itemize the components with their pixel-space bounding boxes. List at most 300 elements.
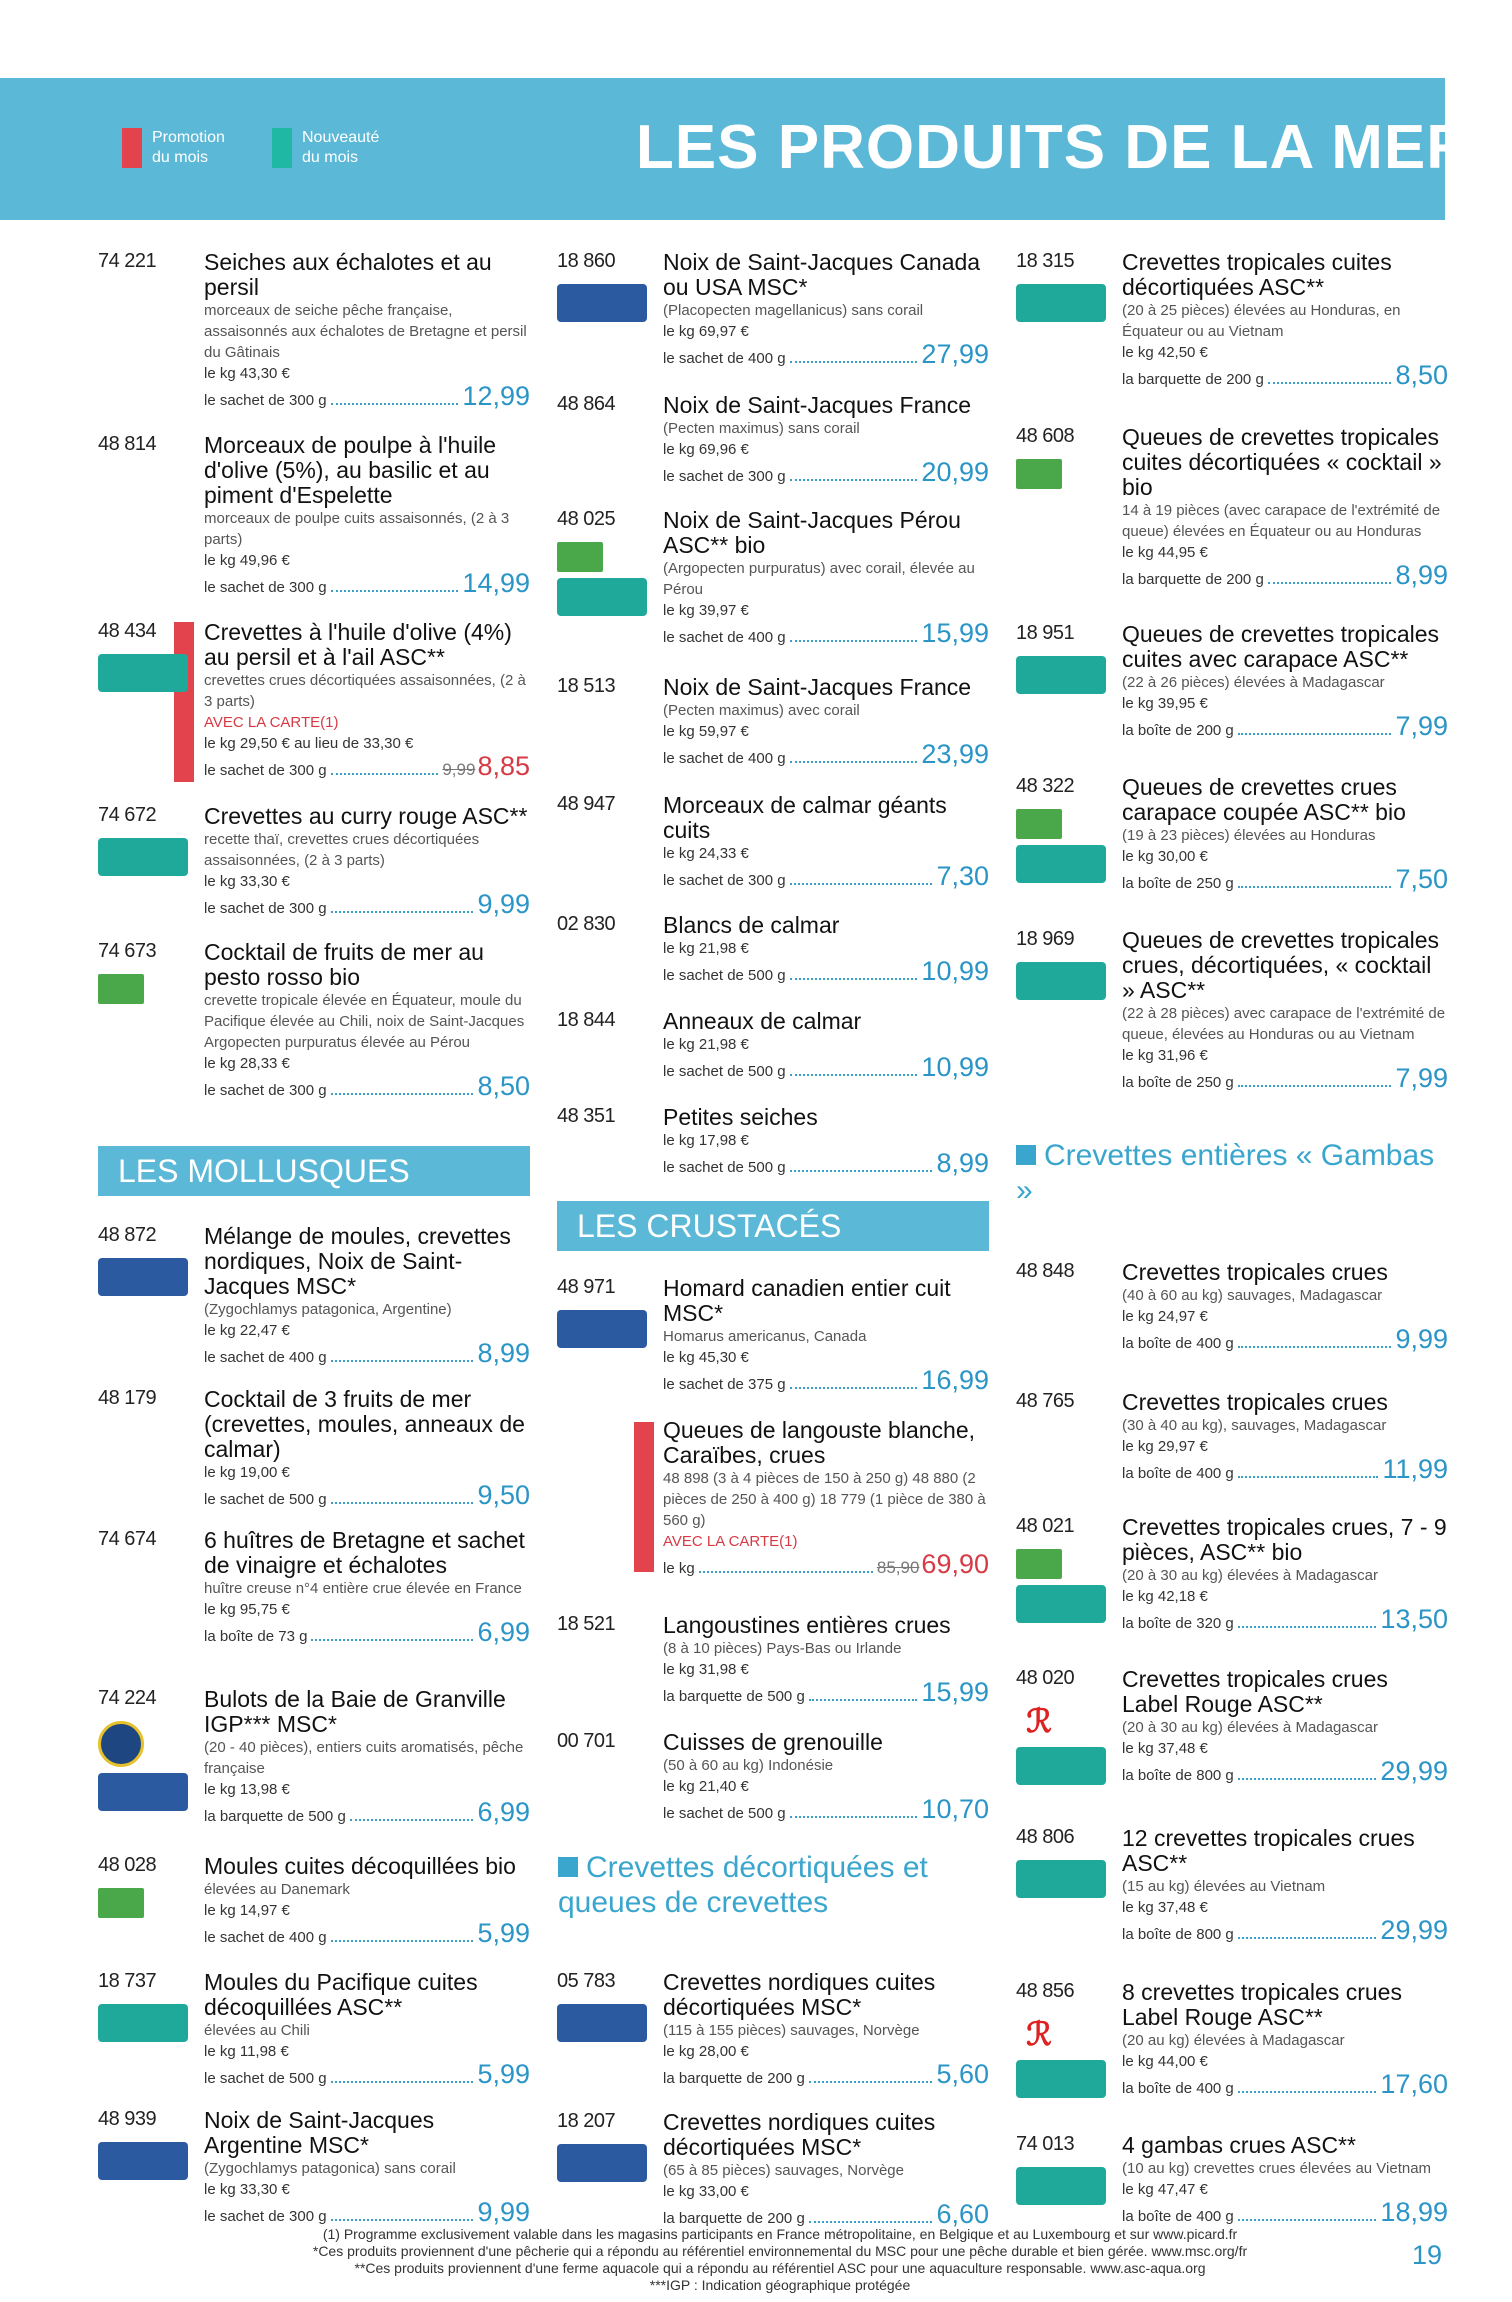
product-name: Langoustines entières crues (663, 1612, 951, 1638)
price-per-kg: le kg 22,47 € (204, 1322, 290, 1339)
product-name: Mélange de moules, crevettes nordiques, Noix de Saint-Jacques MSC* (204, 1223, 511, 1299)
price-per-kg: le kg 45,30 € (663, 1349, 749, 1366)
product-price: 69,90 (921, 1549, 989, 1579)
product-body (663, 2110, 989, 2231)
product-price: 18,99 (1380, 2197, 1448, 2227)
package-size: le sachet de 500 g (663, 1063, 786, 1080)
product-logos (557, 542, 649, 622)
product-body (204, 250, 530, 413)
price-per-kg: le kg 42,50 € (1122, 344, 1208, 361)
price-per-kg: le kg 42,18 € (1122, 1588, 1208, 1605)
product-code: 74 674 (98, 1528, 157, 1550)
package-size: la boîte de 400 g (1122, 1335, 1234, 1352)
package-size: la barquette de 200 g (1122, 371, 1264, 388)
product-logos (1016, 2167, 1108, 2211)
asc-logo-icon (1016, 962, 1106, 1000)
price-line (1122, 2197, 1448, 2229)
package-size: le sachet de 300 g (663, 468, 786, 485)
price-per-kg: le kg 19,00 € (204, 1464, 290, 1481)
product-description: huître creuse n°4 entière crue élevée en France (204, 1580, 522, 1597)
nouveaute-swatch (272, 128, 292, 168)
promotion-bar (174, 622, 194, 782)
product-description: 48 898 (3 à 4 pièces de 150 à 250 g) 48 880 (2 pièces de 250 à 400 g) 18 779 (1 pièce de 380 à 560 g) (663, 1470, 986, 1529)
subsection-crevettes-entieres: Crevettes entières « Gambas » (1016, 1139, 1435, 1207)
igp-seal-icon (98, 1721, 144, 1767)
price-line (663, 1794, 989, 1826)
price-per-kg: le kg 11,98 € (204, 2043, 289, 2060)
product-code: 48 025 (557, 508, 616, 530)
price-line (1122, 711, 1448, 743)
product-code: 48 021 (1016, 1515, 1075, 1537)
package-size: la barquette de 500 g (204, 1808, 346, 1825)
asc-logo-icon (557, 578, 647, 616)
price-per-kg: le kg 39,97 € (663, 602, 749, 619)
price-per-kg: le kg 33,00 € (663, 2183, 749, 2200)
product-code: 48 814 (98, 433, 157, 455)
product-description: (22 à 28 pièces) avec carapace de l'extrémité de queue, élevées au Honduras ou au Vietnam (1122, 1005, 1446, 1043)
price-per-kg: le kg 59,97 € (663, 723, 749, 740)
price-per-kg: le kg 14,97 € (204, 1902, 290, 1919)
price-line (204, 889, 530, 921)
package-size: le sachet de 300 g (204, 579, 327, 596)
price-line (1122, 1756, 1448, 1788)
price-line (663, 1148, 989, 1180)
price-line (1122, 1604, 1448, 1636)
product-name: Crevettes au curry rouge ASC** (204, 803, 528, 829)
product-name: Cocktail de 3 fruits de mer (crevettes, moules, anneaux de calmar) (204, 1386, 525, 1462)
package-size: le sachet de 300 g (204, 900, 327, 917)
product-code: 48 864 (557, 393, 616, 415)
product-code: 48 434 (98, 620, 157, 642)
dotted-leader (790, 761, 918, 763)
price-line (663, 1549, 989, 1581)
product-price: 17,60 (1380, 2069, 1448, 2099)
package-size: le sachet de 400 g (663, 629, 786, 646)
price-line (204, 1797, 530, 1829)
dotted-leader (790, 479, 918, 481)
product-price: 15,99 (921, 618, 989, 648)
product-description: (20 au kg) élevées à Madagascar (1122, 2032, 1345, 2049)
organic-ab-logo-icon (557, 542, 603, 572)
footnote: (1) Programme exclusivement valable dans les magasins participants en France métropolitaine, en Belgique et au Luxembourg et sur www.picard.fr (322, 2226, 1238, 2242)
product-price: 9,50 (477, 1480, 530, 1510)
product-body (204, 2108, 530, 2229)
dotted-leader (331, 1093, 474, 1095)
package-size: la boîte de 400 g (1122, 2208, 1234, 2225)
product-name: Blancs de calmar (663, 912, 840, 938)
product-description: (30 à 40 au kg), sauvages, Madagascar (1122, 1417, 1387, 1434)
product-price: 11,99 (1382, 1454, 1448, 1484)
product-body (204, 620, 530, 783)
product-name: 4 gambas crues ASC** (1122, 2132, 1356, 2158)
product-logos (1016, 962, 1108, 1006)
page-number: 19 (1411, 2240, 1442, 2270)
dotted-leader (790, 361, 918, 363)
product-code: 18 207 (557, 2110, 616, 2132)
dotted-leader (331, 773, 439, 775)
dotted-leader (350, 1819, 474, 1821)
product-body (1122, 425, 1448, 592)
product-name: Queues de crevettes tropicales cuites décortiquées « cocktail » bio (1122, 424, 1442, 500)
product-body (1122, 1667, 1448, 1788)
product-price: 7,30 (936, 861, 989, 891)
dotted-leader (1238, 1346, 1392, 1348)
msc-logo-icon (98, 1773, 188, 1811)
product-body (663, 508, 989, 650)
product-logos (1016, 284, 1108, 328)
price-per-kg: le kg 28,00 € (663, 2043, 749, 2060)
product-name: Queues de langouste blanche, Caraïbes, crues (663, 1417, 976, 1468)
organic-ab-logo-icon (1016, 459, 1062, 489)
product-body (1122, 1515, 1448, 1636)
price-line (663, 339, 989, 371)
product-price: 6,60 (936, 2199, 989, 2229)
product-price: 15,99 (921, 1677, 989, 1707)
product-logos (557, 284, 649, 328)
price-per-kg: le kg 69,97 € (663, 323, 749, 340)
legend-nouveaute (272, 128, 392, 168)
dotted-leader (1268, 382, 1392, 384)
price-per-kg: le kg 44,00 € (1122, 2053, 1208, 2070)
product-logos (557, 2144, 649, 2188)
package-size: la barquette de 200 g (663, 2210, 805, 2227)
product-name: Crevettes tropicales cuites décortiquées ASC** (1122, 249, 1392, 300)
product-name: Moules du Pacifique cuites décoquillées ASC** (204, 1969, 478, 2020)
product-body (663, 393, 989, 489)
product-name: Anneaux de calmar (663, 1008, 862, 1034)
price-line (204, 1071, 530, 1103)
price-per-kg: le kg 24,33 € (663, 845, 749, 862)
product-code: 18 844 (557, 1009, 616, 1031)
product-name: Moules cuites décoquillées bio (204, 1853, 516, 1879)
legend-label: Promotion du mois (152, 129, 225, 166)
price-line (1122, 864, 1448, 896)
product-description: (8 à 10 pièces) Pays-Bas ou Irlande (663, 1640, 902, 1657)
product-logos (1016, 809, 1108, 889)
price-line (1122, 1324, 1448, 1356)
product-code: 48 608 (1016, 425, 1075, 447)
product-body (663, 1276, 989, 1397)
product-name: Queues de crevettes tropicales cuites avec carapace ASC** (1122, 621, 1440, 672)
dotted-leader (809, 2221, 933, 2223)
product-body (1122, 1260, 1448, 1356)
product-description: crevettes crues décortiquées assaisonnées, (2 à 3 parts) (204, 672, 526, 710)
product-code: 48 971 (557, 1276, 616, 1298)
label-rouge-logo-icon: ℛ (1026, 1703, 1052, 1739)
product-name: Noix de Saint-Jacques France (663, 674, 972, 700)
package-size: la barquette de 200 g (663, 2070, 805, 2087)
product-logos (98, 2142, 190, 2186)
dotted-leader (790, 640, 918, 642)
organic-ab-logo-icon (98, 974, 144, 1004)
price-per-kg: le kg 47,47 € (1122, 2181, 1208, 2198)
price-line (1122, 1915, 1448, 1947)
price-per-kg: le kg 30,00 € (1122, 848, 1208, 865)
product-logos (557, 1310, 649, 1354)
product-description: (40 à 60 au kg) sauvages, Madagascar (1122, 1287, 1383, 1304)
product-name: Morceaux de poulpe à l'huile d'olive (5%), au basilic et au piment d'Espelette (204, 432, 497, 508)
product-name: Crevettes tropicales crues, 7 - 9 pièces, ASC** bio (1122, 1514, 1447, 1565)
product-description: (19 à 23 pièces) élevées au Honduras (1122, 827, 1376, 844)
price-line (663, 1677, 989, 1709)
product-body (1122, 622, 1448, 743)
product-code: 74 013 (1016, 2133, 1075, 2155)
product-description: (Pecten maximus) avec corail (663, 702, 860, 719)
product-code: 48 856 (1016, 1980, 1075, 2002)
product-description: (Zygochlamys patagonica) sans corail (204, 2160, 456, 2177)
product-name: Queues de crevettes crues carapace coupée ASC** bio (1122, 774, 1406, 825)
product-code: 74 221 (98, 250, 157, 272)
product-logos (1016, 1549, 1108, 1629)
product-body (204, 433, 530, 600)
package-size: le kg (663, 1560, 695, 1577)
loyalty-card-note: AVEC LA CARTE(1) (204, 714, 339, 731)
product-price: 7,99 (1395, 1063, 1448, 1093)
msc-logo-icon (557, 2004, 647, 2042)
product-logos (1016, 1860, 1108, 1904)
product-body (663, 675, 989, 771)
price-line (663, 739, 989, 771)
product-price: 5,99 (477, 1918, 530, 1948)
product-description: (50 à 60 au kg) Indonésie (663, 1757, 834, 1774)
product-price: 7,50 (1395, 864, 1448, 894)
dotted-leader (790, 1816, 918, 1818)
organic-ab-logo-icon (1016, 1549, 1062, 1579)
product-name: 8 crevettes tropicales crues Label Rouge ASC** (1122, 1979, 1402, 2030)
product-code: 00 701 (557, 1730, 616, 1752)
price-line (204, 1338, 530, 1370)
product-code: 48 322 (1016, 775, 1075, 797)
package-size: la barquette de 500 g (663, 1688, 805, 1705)
dotted-leader (1238, 1626, 1377, 1628)
dotted-leader (790, 1387, 918, 1389)
product-logos (98, 1258, 190, 1302)
package-size: le sachet de 400 g (204, 1929, 327, 1946)
product-code: 48 947 (557, 793, 616, 815)
product-body (663, 250, 989, 371)
dotted-leader (1268, 582, 1392, 584)
product-code: 48 939 (98, 2108, 157, 2130)
product-description: morceaux de poulpe cuits assaisonnés, (2 à 3 parts) (204, 510, 510, 548)
product-name: Crevettes tropicales crues (1122, 1259, 1388, 1285)
price-line (663, 1365, 989, 1397)
asc-logo-icon (1016, 2167, 1106, 2205)
price-per-kg: le kg 49,96 € (204, 552, 290, 569)
asc-logo-icon (1016, 284, 1106, 322)
product-description: (Placopecten magellanicus) sans corail (663, 302, 924, 319)
price-line (204, 2059, 530, 2091)
price-line (204, 1617, 530, 1649)
product-body (1122, 250, 1448, 392)
product-price: 29,99 (1380, 1756, 1448, 1786)
product-description: (Zygochlamys patagonica, Argentine) (204, 1301, 452, 1318)
product-price: 8,99 (477, 1338, 530, 1368)
dotted-leader (790, 1074, 918, 1076)
price-per-kg: le kg 21,40 € (663, 1778, 749, 1795)
legend-label: Nouveauté du mois (302, 129, 380, 166)
product-name: 6 huîtres de Bretagne et sachet de vinaigre et échalotes (204, 1527, 525, 1578)
product-description: (65 à 85 pièces) sauvages, Norvège (663, 2162, 904, 2179)
product-price: 9,99 (477, 2197, 530, 2227)
product-description: élevées au Chili (204, 2022, 310, 2039)
dotted-leader (331, 1940, 474, 1942)
package-size: la boîte de 800 g (1122, 1767, 1234, 1784)
asc-logo-icon (1016, 1747, 1106, 1785)
product-name: Noix de Saint-Jacques Pérou ASC** bio (663, 507, 961, 558)
product-code: 18 969 (1016, 928, 1075, 950)
product-body (663, 1009, 989, 1084)
dotted-leader (1238, 1778, 1377, 1780)
product-code: 74 672 (98, 804, 157, 826)
product-name: Bulots de la Baie de Granville IGP*** MSC* (204, 1686, 506, 1737)
dotted-leader (1238, 2219, 1377, 2221)
product-body (204, 804, 530, 921)
price-per-kg: le kg 21,98 € (663, 1036, 749, 1053)
package-size: la boîte de 320 g (1122, 1615, 1234, 1632)
product-name: Noix de Saint-Jacques Canada ou USA MSC* (663, 249, 981, 300)
product-name: Noix de Saint-Jacques Argentine MSC* (204, 2107, 435, 2158)
product-price: 8,99 (936, 1148, 989, 1178)
product-description: (22 à 26 pièces) élevées à Madagascar (1122, 674, 1385, 691)
label-rouge-logo-icon: ℛ (1026, 2016, 1052, 2052)
package-size: le sachet de 300 g (663, 872, 786, 889)
price-line (1122, 2069, 1448, 2101)
product-code: 74 224 (98, 1687, 157, 1709)
dotted-leader (331, 911, 474, 913)
dotted-leader (790, 978, 918, 980)
product-price: 8,50 (477, 1071, 530, 1101)
promotion-bar (634, 1422, 654, 1572)
product-price: 20,99 (921, 457, 989, 487)
package-size: le sachet de 300 g (204, 2208, 327, 2225)
price-per-kg: le kg 69,96 € (663, 441, 749, 458)
product-description: morceaux de seiche pêche française, assaisonnés aux échalotes de Bretagne et persil du Gâtinais (204, 302, 527, 361)
promotion-swatch (122, 128, 142, 168)
dotted-leader (331, 1502, 474, 1504)
dotted-leader (790, 883, 933, 885)
package-size: la boîte de 800 g (1122, 1926, 1234, 1943)
price-line (204, 751, 530, 783)
package-size: le sachet de 500 g (204, 2070, 327, 2087)
price-per-kg: le kg 29,97 € (1122, 1438, 1208, 1455)
dotted-leader (1238, 733, 1392, 735)
product-name: Noix de Saint-Jacques France (663, 392, 972, 418)
product-code: 48 351 (557, 1105, 616, 1127)
product-code: 18 951 (1016, 622, 1075, 644)
package-size: le sachet de 375 g (663, 1376, 786, 1393)
product-logos (98, 654, 190, 698)
footnote: **Ces produits proviennent d'une ferme aquacole qui a répondu au référentiel ASC pour une aquaculture responsable. www.asc-aqua.org (354, 2260, 1206, 2276)
product-price: 27,99 (921, 339, 989, 369)
footnote: *Ces produits proviennent d'une pêcherie qui a répondu au référentiel environnemental du MSC pour une pêche durable et bien gérée. www.msc.org/fr (312, 2243, 1248, 2259)
product-name: Cocktail de fruits de mer au pesto rosso bio (204, 939, 484, 990)
product-body (663, 913, 989, 988)
price-per-kg: le kg 43,30 € (204, 365, 290, 382)
price-line (663, 1052, 989, 1084)
product-code: 48 806 (1016, 1826, 1075, 1848)
msc-logo-icon (557, 284, 647, 322)
dotted-leader (331, 590, 459, 592)
product-description: (15 au kg) élevées au Vietnam (1122, 1878, 1326, 1895)
price-line (204, 568, 530, 600)
product-price: 23,99 (921, 739, 989, 769)
page-title: LES PRODUITS DE LA MER (635, 113, 1472, 182)
product-code: 02 830 (557, 913, 616, 935)
loyalty-card-note: AVEC LA CARTE(1) (663, 1533, 798, 1550)
msc-logo-icon (557, 1310, 647, 1348)
price-per-kg: le kg 13,98 € (204, 1781, 290, 1798)
product-name: 12 crevettes tropicales crues ASC** (1122, 1825, 1415, 1876)
product-body (204, 1528, 530, 1649)
asc-logo-icon (98, 2004, 188, 2042)
product-price: 13,50 (1380, 1604, 1448, 1634)
product-body (1122, 1390, 1448, 1486)
product-body (663, 1730, 989, 1826)
price-per-kg: le kg 31,98 € (663, 1661, 749, 1678)
product-price: 10,99 (921, 956, 989, 986)
price-line (204, 2197, 530, 2229)
price-line (663, 618, 989, 650)
product-price: 8,85 (477, 751, 530, 781)
price-per-kg: le kg 37,48 € (1122, 1899, 1208, 1916)
product-description: (115 à 155 pièces) sauvages, Norvège (663, 2022, 920, 2039)
product-name: Queues de crevettes tropicales crues, décortiquées, « cocktail » ASC** (1122, 927, 1440, 1003)
dotted-leader (1238, 1476, 1379, 1478)
dotted-leader (1238, 1085, 1392, 1087)
package-size: le sachet de 500 g (204, 1491, 327, 1508)
dotted-leader (331, 1360, 474, 1362)
dotted-leader (331, 403, 459, 405)
product-code: 48 848 (1016, 1260, 1075, 1282)
asc-logo-icon (98, 838, 188, 876)
organic-ab-logo-icon (1016, 809, 1062, 839)
price-line (663, 457, 989, 489)
product-body (204, 1854, 530, 1950)
price-per-kg: le kg 21,98 € (663, 940, 749, 957)
product-name: Crevettes nordiques cuites décortiquées MSC* (663, 1969, 936, 2020)
product-code: 18 860 (557, 250, 616, 272)
product-price: 9,99 (1395, 1324, 1448, 1354)
price-line (204, 1918, 530, 1950)
old-price: 85,90 (876, 1558, 920, 1577)
product-body (663, 1105, 989, 1180)
product-description: élevées au Danemark (204, 1881, 350, 1898)
product-body (1122, 1826, 1448, 1947)
old-price: 9,99 (442, 760, 476, 779)
product-code: 18 521 (557, 1613, 616, 1635)
product-logos (98, 1888, 190, 1924)
asc-logo-icon (98, 654, 188, 692)
price-per-kg: le kg 37,48 € (1122, 1740, 1208, 1757)
product-logos (557, 2004, 649, 2048)
product-name: Crevettes nordiques cuites décortiquées MSC* (663, 2109, 936, 2160)
price-line (663, 956, 989, 988)
package-size: le sachet de 400 g (204, 1349, 327, 1366)
product-code: 48 872 (98, 1224, 157, 1246)
product-logos (98, 838, 190, 882)
price-line (1122, 360, 1448, 392)
product-logos (1016, 1701, 1108, 1791)
product-name: Seiches aux échalotes et au persil (204, 249, 492, 300)
legend-promotion (122, 128, 242, 168)
product-logos (1016, 459, 1108, 495)
price-per-kg: le kg 44,95 € (1122, 544, 1208, 561)
package-size: la boîte de 400 g (1122, 1465, 1234, 1482)
asc-logo-icon (1016, 845, 1106, 883)
product-body (204, 1387, 530, 1512)
price-line (204, 381, 530, 413)
price-per-kg: le kg 29,50 € au lieu de 33,30 € (204, 735, 414, 752)
